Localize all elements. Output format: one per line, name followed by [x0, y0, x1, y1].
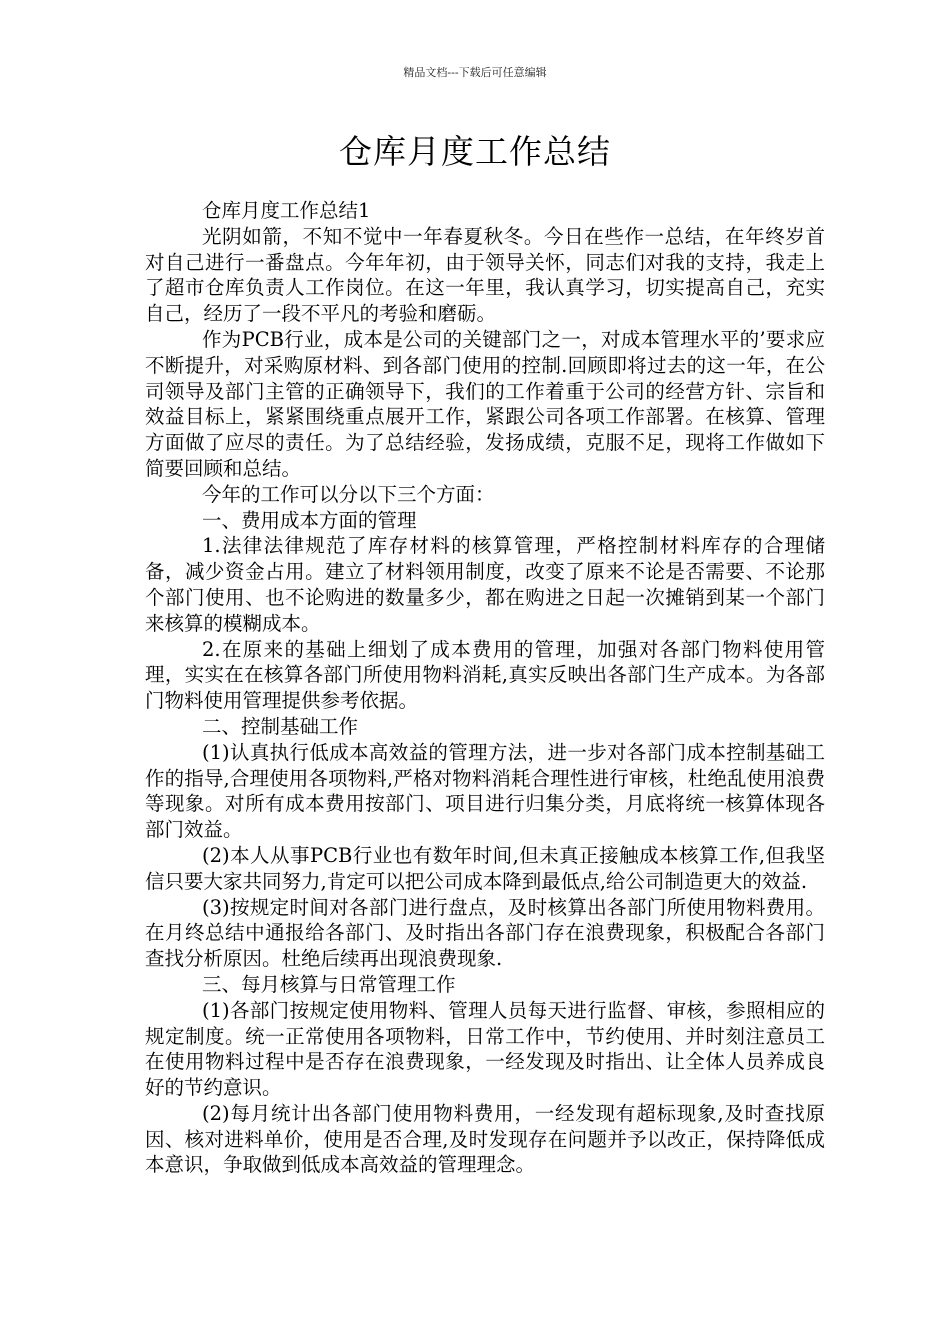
- paragraph-intro: 光阴如箭，不知不觉中一年春夏秋冬。今日在些作一总结，在年终岁首对自己进行一番盘点。今年年初，由于领导关怀，同志们对我的支持，我走上了超市仓库负责人工作岗位。在这一年里，我认真学习，切实提高自己，充实自己，经历了一段不平凡的考验和磨砺。: [145, 224, 825, 326]
- section-subtitle: 仓库月度工作总结1: [202, 199, 371, 222]
- document-title: 仓库月度工作总结: [339, 132, 611, 171]
- section-heading-3: 三、每月核算与日常管理工作: [202, 972, 456, 996]
- list-item-2-3: (3)按规定时间对各部门进行盘点，及时核算出各部门所使用物料费用。在月终总结中通报给各部门、及时指出各部门存在浪费现象，积极配合各部门查找分析原因。杜绝后续再出现浪费现象.: [145, 895, 825, 971]
- section-heading-2: 二、控制基础工作: [202, 714, 359, 738]
- list-item-2-2: (2)本人从事PCB行业也有数年时间,但未真正接触成本核算工作,但我坚信只要大家共同努力,肯定可以把公司成本降到最低点,给公司制造更大的效益.: [145, 843, 825, 893]
- paragraph-background: 作为PCB行业，成本是公司的关键部门之一，对成本管理水平的’要求应不断提升，对采购原材料、到各部门使用的控制.回顾即将过去的这一年，在公司领导及部门主管的正确领导下，我们的工作着重于公司的经营方针、宗旨和效益目标上，紧紧围绕重点展开工作，紧跟公司各项工作部署。在核算、管理方面做了应尽的责任。为了总结经验，发扬成绩，克服不足，现将工作做如下简要回顾和总结。: [145, 327, 825, 480]
- list-item-2-1: (1)认真执行低成本高效益的管理方法，进一步对各部门成本控制基础工作的指导,合理使用各项物料,严格对物料消耗合理性进行审核，杜绝乱使用浪费等现象。对所有成本费用按部门、项目进行归集分类，月底将统一核算体现各部门效益。: [145, 740, 825, 842]
- list-item-3-1: (1)各部门按规定使用物料、管理人员每天进行监督、审核，参照相应的规定制度。统一正常使用各项物料，日常工作中，节约使用、并时刻注意员工在使用物料过程中是否存在浪费现象，一经发现及时指出、让全体人员养成良好的节约意识。: [145, 998, 825, 1100]
- paragraph-overview: 今年的工作可以分以下三个方面：: [202, 482, 495, 506]
- list-item-1-2: 2.在原来的基础上细划了成本费用的管理，加强对各部门物料使用管理，实实在在核算各部门所使用物料消耗,真实反映出各部门生产成本。为各部门物料使用管理提供参考依据。: [145, 637, 825, 713]
- section-heading-1: 一、费用成本方面的管理: [202, 508, 417, 532]
- document-body: [145, 198, 825, 1178]
- list-item-1-1: 1.法律法律规范了库存材料的核算管理，严格控制材料库存的合理储备，减少资金占用。建立了材料领用制度，改变了原来不论是否需要、不论那个部门使用、也不论购进的数量多少，都在购进之日起一次摊销到某一个部门来核算的模糊成本。: [145, 534, 825, 635]
- list-item-3-2: (2)每月统计出各部门使用物料费用，一经发现有超标现象,及时查找原因、核对进料单价，使用是否合理,及时发现存在问题并予以改正，保持降低成本意识，争取做到低成本高效益的管理理念。: [145, 1101, 825, 1177]
- page-header-note: 精品文档---下载后可任意编辑: [403, 66, 547, 79]
